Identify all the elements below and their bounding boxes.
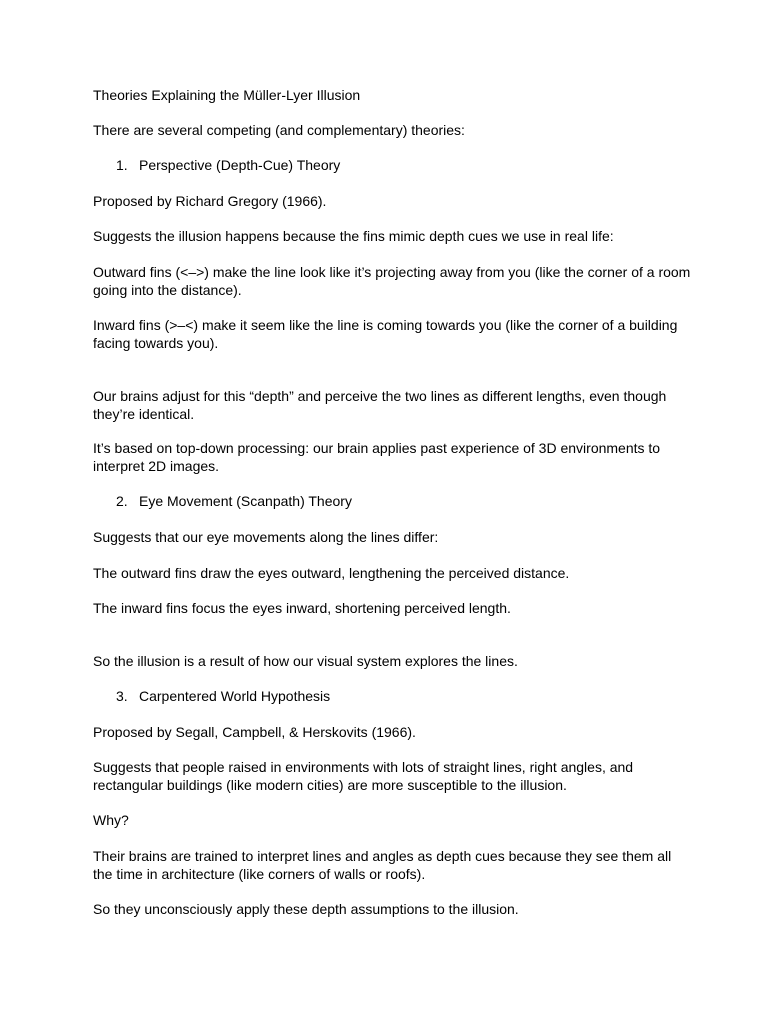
paragraph: Why? xyxy=(93,812,129,828)
paragraph: Proposed by Segall, Campbell, & Herskovits (1966). xyxy=(93,724,416,740)
paragraph: Our brains adjust for this “depth” and perceive the two lines as different lengths, even though they’re identical. xyxy=(93,388,667,422)
paragraph: So they unconsciously apply these depth assumptions to the illusion. xyxy=(93,901,519,917)
paragraph: It’s based on top-down processing: our brain applies past experience of 3D environments to interpret 2D images. xyxy=(93,440,661,474)
section-number: 2. xyxy=(116,493,128,509)
paragraph: The inward fins focus the eyes inward, shortening perceived length. xyxy=(93,600,511,616)
paragraph: The outward fins draw the eyes outward, lengthening the perceived distance. xyxy=(93,565,570,581)
intro-paragraph: There are several competing (and complementary) theories: xyxy=(93,122,465,138)
paragraph: Suggests that our eye movements along the lines differ: xyxy=(93,529,439,545)
section-number: 1. xyxy=(116,157,128,173)
document-title: Theories Explaining the Müller-Lyer Illusion xyxy=(93,87,361,103)
paragraph: So the illusion is a result of how our visual system explores the lines. xyxy=(93,653,518,669)
section-title: Perspective (Depth-Cue) Theory xyxy=(139,157,341,173)
paragraph: Suggests that people raised in environments with lots of straight lines, right angles, and rectangular buildings (like modern cities) are more susceptible to the illusion. xyxy=(93,759,634,793)
paragraph: Proposed by Richard Gregory (1966). xyxy=(93,193,327,209)
paragraph: Outward fins (<–>) make the line look like it’s projecting away from you (like the corner of a room going into the distance). xyxy=(93,264,691,298)
section-number: 3. xyxy=(116,688,128,704)
paragraph: Their brains are trained to interpret lines and angles as depth cues because they see them all the time in architecture (like corners of walls or roofs). xyxy=(93,848,672,882)
paragraph: Suggests the illusion happens because the fins mimic depth cues we use in real life: xyxy=(93,228,614,244)
paragraph: Inward fins (>–<) make it seem like the line is coming towards you (like the corner of a building facing towards you). xyxy=(93,317,678,351)
section-title: Carpentered World Hypothesis xyxy=(139,688,331,704)
section-title: Eye Movement (Scanpath) Theory xyxy=(139,493,352,509)
